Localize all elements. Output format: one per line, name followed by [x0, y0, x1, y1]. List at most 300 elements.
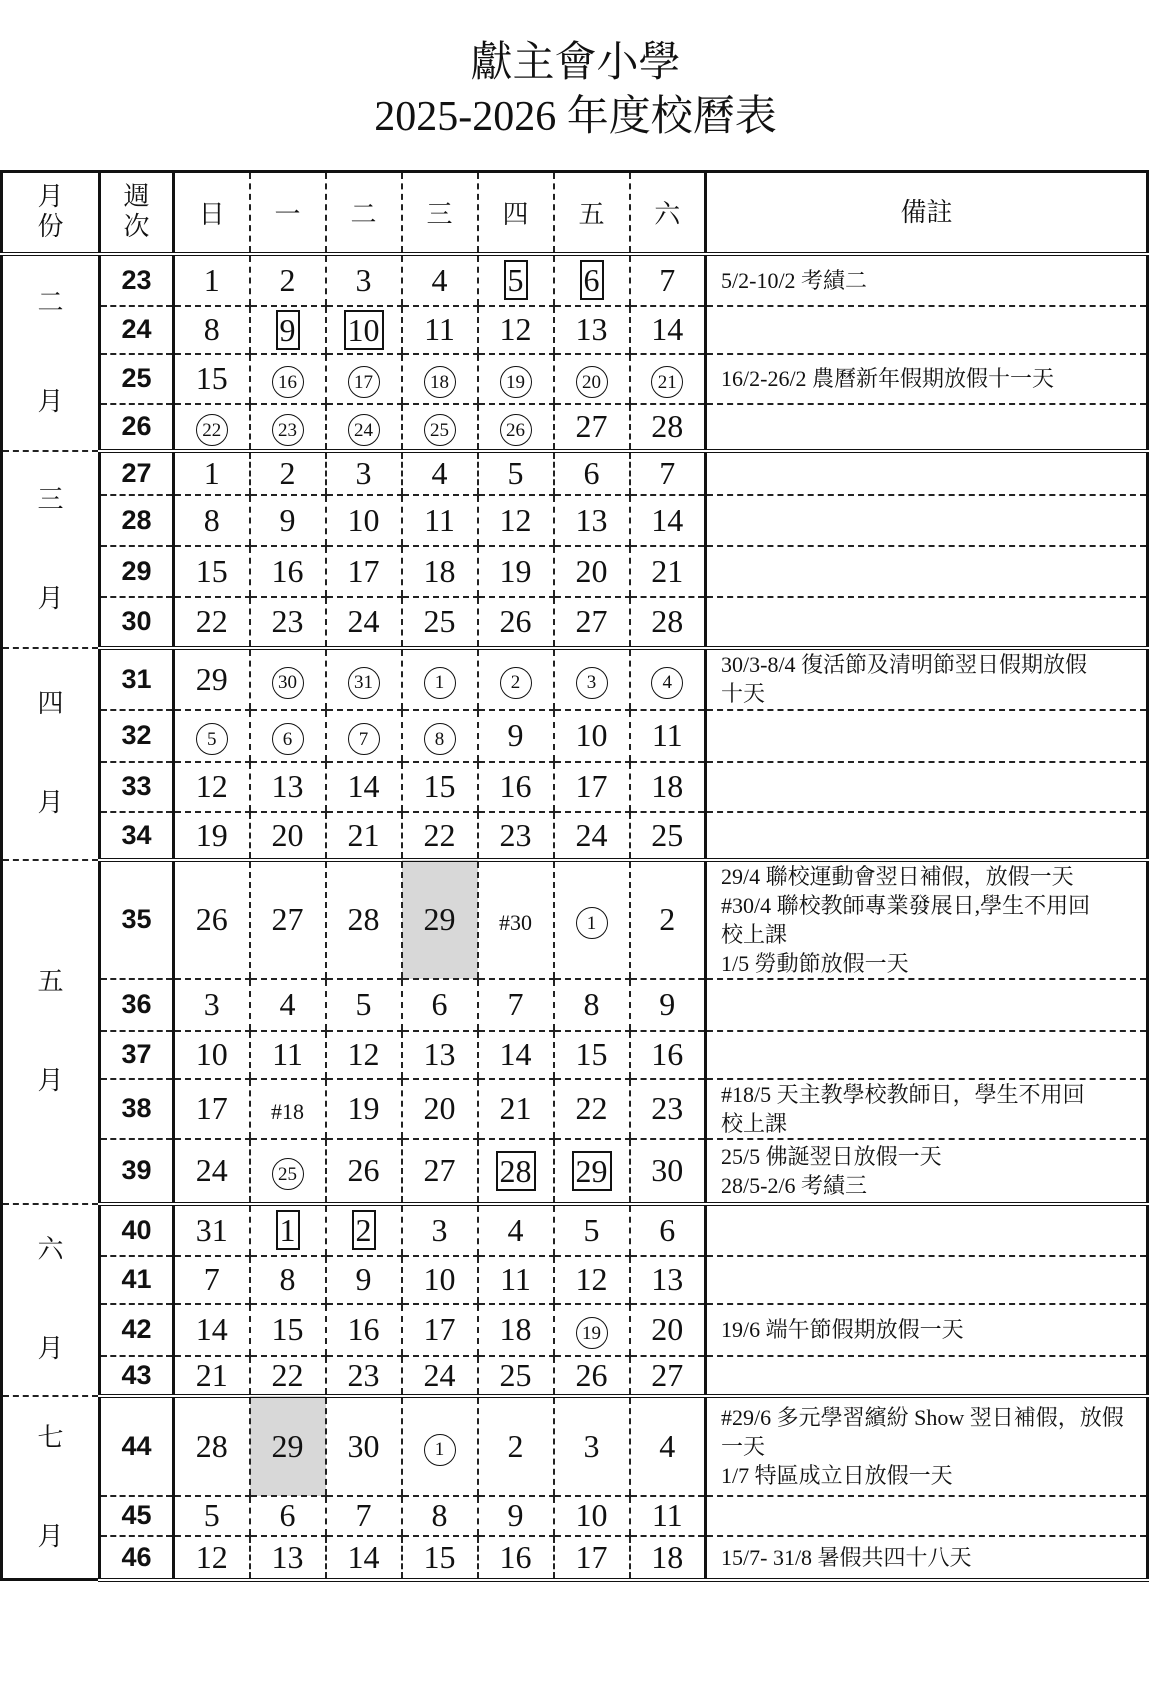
day-cell: [630, 1496, 706, 1536]
day-number: 12: [195, 1538, 228, 1575]
day-number: 21: [195, 1356, 228, 1393]
day-number: 28: [195, 1427, 228, 1464]
day-number: 20: [651, 1311, 684, 1347]
holiday-day: 19: [576, 1317, 608, 1349]
holiday-day: 17: [348, 366, 380, 398]
day-number: 8: [431, 1497, 448, 1533]
day-number: 15: [195, 360, 228, 396]
day-cell: [554, 354, 630, 404]
day-number: 10: [575, 1497, 608, 1533]
day-number: 4: [279, 986, 296, 1022]
day-number: 4: [431, 454, 448, 491]
remark-line: 5/2-10/2 考績二: [721, 267, 868, 293]
day-cell: [630, 1031, 706, 1079]
day-cell: [630, 710, 706, 762]
day-cell: [554, 404, 630, 451]
day-cell: [250, 1356, 326, 1396]
day-cell: [326, 495, 402, 546]
day-cell: [630, 1536, 706, 1580]
day-cell: [250, 597, 326, 648]
day-cell: [554, 1139, 630, 1204]
day-cell: [402, 254, 478, 306]
day-cell: [326, 597, 402, 648]
week-number: 41: [100, 1256, 174, 1304]
holiday-day: 25: [272, 1158, 304, 1190]
day-number: 4: [507, 1211, 524, 1248]
day-cell: [402, 354, 478, 404]
day-number: 13: [271, 1538, 304, 1575]
day-number: 11: [272, 1036, 303, 1072]
day-cell: [402, 812, 478, 860]
day-cell: [478, 254, 554, 306]
holiday-day: 31: [348, 667, 380, 699]
day-cell: [630, 597, 706, 648]
day-cell: [478, 1256, 554, 1304]
day-cell: [326, 354, 402, 404]
day-cell: [630, 354, 706, 404]
week-number: 31: [100, 648, 174, 710]
holiday-day: 2: [500, 667, 532, 699]
day-number: 14: [347, 1538, 380, 1575]
week-row: [2, 1304, 1148, 1356]
holiday-day: 18: [424, 366, 456, 398]
day-number: 22: [195, 603, 228, 639]
day-cell: [554, 254, 630, 306]
remark-cell: [706, 451, 1148, 495]
day-cell: [174, 1079, 250, 1139]
day-cell: [402, 860, 478, 979]
day-cell: [250, 254, 326, 306]
week-number: 24: [100, 306, 174, 354]
remark-line: #18/5 天主教學校教師日，學生不用回: [721, 1081, 1085, 1107]
day-number: 19: [347, 1090, 380, 1126]
header-week: 週 次: [100, 172, 174, 254]
day-cell: [326, 1256, 402, 1304]
day-cell: [402, 710, 478, 762]
day-cell: [554, 1536, 630, 1580]
month-label: 七 月: [2, 1396, 100, 1580]
day-number: 23: [271, 603, 304, 639]
day-cell: [554, 979, 630, 1031]
day-cell: [630, 979, 706, 1031]
day-number: 21: [347, 816, 380, 853]
remark-cell: [706, 648, 1148, 710]
day-cell: [554, 1496, 630, 1536]
day-cell: [326, 1396, 402, 1496]
day-cell: [326, 860, 402, 979]
remark-line: #30/4 聯校教師專業發展日,學生不用回: [721, 892, 1091, 918]
day-number: 6: [279, 1497, 296, 1533]
day-cell: [478, 812, 554, 860]
assessment-day: 10: [344, 310, 384, 350]
day-number: 3: [203, 986, 220, 1022]
day-number: 7: [659, 454, 676, 491]
day-cell: [250, 762, 326, 812]
day-number: 20: [271, 816, 304, 853]
day-number: 6: [431, 986, 448, 1022]
day-number: 2: [659, 901, 676, 937]
day-number: 15: [423, 1538, 456, 1575]
day-cell: [630, 1304, 706, 1356]
day-cell: [326, 404, 402, 451]
week-number: 34: [100, 812, 174, 860]
day-number: 19: [195, 816, 228, 853]
day-number: 8: [203, 501, 220, 538]
week-row: [2, 762, 1148, 812]
day-number: 10: [347, 501, 380, 538]
remark-cell: [706, 710, 1148, 762]
day-cell: [174, 1356, 250, 1396]
day-cell: [554, 546, 630, 597]
day-number: 9: [279, 501, 296, 538]
day-cell: [630, 254, 706, 306]
holiday-day: 5: [196, 723, 228, 755]
day-cell: [402, 546, 478, 597]
day-cell: [174, 762, 250, 812]
week-row: [2, 451, 1148, 495]
remark-cell: [706, 1536, 1148, 1580]
day-cell: [402, 648, 478, 710]
day-number: 28: [347, 901, 380, 937]
day-number: 7: [355, 1497, 372, 1533]
day-number: 27: [423, 1152, 456, 1188]
day-cell: [174, 648, 250, 710]
day-cell: [174, 1256, 250, 1304]
week-row: [2, 860, 1148, 979]
day-number: 15: [423, 768, 456, 804]
day-cell: [478, 762, 554, 812]
day-cell: [402, 762, 478, 812]
day-cell: [630, 1204, 706, 1256]
assessment-day: 9: [276, 310, 300, 350]
day-cell: [630, 1256, 706, 1304]
day-number: 16: [271, 552, 304, 589]
day-cell: [250, 979, 326, 1031]
day-number: 6: [583, 454, 600, 491]
day-cell: [326, 1536, 402, 1580]
remark-cell: [706, 546, 1148, 597]
header-day-tue: 二: [326, 172, 402, 254]
day-number: 26: [499, 603, 532, 639]
day-number: 18: [423, 552, 456, 589]
holiday-day: 16: [272, 366, 304, 398]
day-number: 4: [431, 261, 448, 298]
remark-cell: [706, 1356, 1148, 1396]
day-number: 24: [423, 1356, 456, 1393]
day-cell: [402, 1536, 478, 1580]
month-label: 五 月: [2, 860, 100, 1204]
day-number: 23: [347, 1356, 380, 1393]
day-number: 11: [651, 717, 683, 753]
day-cell: [630, 451, 706, 495]
day-number: 9: [355, 1261, 372, 1297]
day-cell: [554, 648, 630, 710]
day-cell: [478, 1356, 554, 1396]
day-cell: [478, 1536, 554, 1580]
week-number: 35: [100, 860, 174, 979]
week-number: 37: [100, 1031, 174, 1079]
week-number: 28: [100, 495, 174, 546]
day-cell: [174, 1204, 250, 1256]
day-cell: [402, 979, 478, 1031]
day-cell: [630, 546, 706, 597]
holiday-day: 19: [500, 366, 532, 398]
day-number: 22: [271, 1356, 304, 1393]
day-cell: [250, 495, 326, 546]
remark-cell: [706, 1396, 1148, 1496]
holiday-day: 7: [348, 723, 380, 755]
day-number: 14: [499, 1036, 532, 1072]
month-label: 三 月: [2, 451, 100, 648]
day-number: 21: [499, 1090, 532, 1126]
day-number: 3: [583, 1427, 600, 1464]
day-cell: [174, 979, 250, 1031]
header-day-thu: 四: [478, 172, 554, 254]
holiday-day: 8: [424, 723, 456, 755]
day-cell: [174, 495, 250, 546]
day-number: 19: [499, 552, 532, 589]
day-cell: [250, 1304, 326, 1356]
holiday-day: 3: [576, 667, 608, 699]
day-cell: [630, 495, 706, 546]
day-cell: [402, 1031, 478, 1079]
week-number: 44: [100, 1396, 174, 1496]
day-number: 15: [271, 1311, 304, 1347]
holiday-day: 6: [272, 723, 304, 755]
day-cell: [402, 1396, 478, 1496]
remark-cell: [706, 1496, 1148, 1536]
day-number: 13: [423, 1036, 456, 1072]
day-cell: [326, 451, 402, 495]
remark-cell: [706, 812, 1148, 860]
day-cell: [478, 1139, 554, 1204]
day-cell: [554, 860, 630, 979]
week-row: [2, 1496, 1148, 1536]
day-number: 15: [575, 1036, 608, 1072]
day-cell: [478, 1304, 554, 1356]
staff-development-day: #30: [499, 910, 532, 935]
day-cell: [478, 1204, 554, 1256]
day-cell: [174, 254, 250, 306]
day-number: 9: [507, 1497, 524, 1533]
remark-line: #29/6 多元學習繽紛 Show 翌日補假，放假: [721, 1404, 1124, 1430]
week-number: 38: [100, 1079, 174, 1139]
day-cell: [326, 306, 402, 354]
day-number: 20: [423, 1090, 456, 1126]
day-cell: [402, 1139, 478, 1204]
holiday-day: 20: [576, 366, 608, 398]
assessment-day: 28: [496, 1151, 536, 1191]
day-number: 10: [195, 1036, 228, 1072]
remark-cell: [706, 1139, 1148, 1204]
day-cell: [554, 1204, 630, 1256]
week-row: [2, 306, 1148, 354]
day-cell: [402, 597, 478, 648]
remark-line: 25/5 佛誕翌日放假一天: [721, 1143, 942, 1169]
day-cell: [326, 979, 402, 1031]
day-cell: [402, 1496, 478, 1536]
day-cell: [554, 1396, 630, 1496]
day-number: 23: [499, 816, 532, 853]
day-cell: [326, 1304, 402, 1356]
day-number: 11: [424, 501, 455, 538]
day-number: 9: [507, 717, 524, 753]
day-cell: [174, 451, 250, 495]
week-number: 30: [100, 597, 174, 648]
remark-line: 校上課: [721, 1110, 788, 1136]
day-number: 5: [507, 454, 524, 491]
day-cell: [250, 812, 326, 860]
day-cell: [630, 1139, 706, 1204]
day-cell: [402, 1204, 478, 1256]
holiday-day: 1: [424, 1434, 456, 1466]
day-number: 26: [195, 901, 228, 937]
day-number: 7: [203, 1261, 220, 1297]
header-notes: 備註: [706, 172, 1148, 254]
holiday-day: 21: [651, 366, 683, 398]
day-number: 10: [423, 1261, 456, 1297]
day-cell: [326, 546, 402, 597]
day-number: 7: [659, 261, 676, 298]
day-cell: [478, 979, 554, 1031]
day-cell: [174, 860, 250, 979]
week-number: 32: [100, 710, 174, 762]
day-number: 14: [651, 501, 684, 538]
day-cell: [250, 404, 326, 451]
assessment-day: 2: [352, 1210, 376, 1250]
day-number: 15: [195, 552, 228, 589]
week-number: 45: [100, 1496, 174, 1536]
day-cell: [250, 546, 326, 597]
day-cell: [174, 710, 250, 762]
day-cell: [174, 306, 250, 354]
day-number: 17: [423, 1311, 456, 1347]
day-cell: [250, 1256, 326, 1304]
day-cell: [250, 1536, 326, 1580]
day-number: 27: [271, 901, 304, 937]
day-cell: [554, 451, 630, 495]
day-cell: [250, 1396, 326, 1496]
remark-cell: [706, 860, 1148, 979]
day-cell: [250, 306, 326, 354]
holiday-day: 24: [348, 414, 380, 446]
day-number: 25: [499, 1356, 532, 1393]
remark-cell: [706, 254, 1148, 306]
day-number: 26: [347, 1152, 380, 1188]
week-number: 27: [100, 451, 174, 495]
week-number: 39: [100, 1139, 174, 1204]
day-number: 7: [507, 986, 524, 1022]
day-number: 25: [423, 603, 456, 639]
week-row: [2, 1396, 1148, 1496]
day-number: 17: [347, 552, 380, 589]
remark-cell: [706, 354, 1148, 404]
remark-cell: [706, 1256, 1148, 1304]
header-day-mon: 一: [250, 172, 326, 254]
week-number: 23: [100, 254, 174, 306]
school-name: 獻主會小學: [470, 40, 681, 86]
day-number: 22: [423, 816, 456, 853]
week-row: [2, 812, 1148, 860]
staff-development-day: #18: [271, 1099, 304, 1124]
remark-line: 1/5 勞動節放假一天: [721, 950, 909, 976]
day-cell: [554, 1304, 630, 1356]
day-cell: [478, 1496, 554, 1536]
day-cell: [326, 1139, 402, 1204]
remark-cell: [706, 404, 1148, 451]
day-number: 13: [651, 1261, 684, 1297]
holiday-day: 30: [272, 667, 304, 699]
day-number: 25: [651, 816, 684, 853]
header-day-sat: 六: [630, 172, 706, 254]
remark-cell: [706, 1031, 1148, 1079]
remark-cell: [706, 597, 1148, 648]
day-cell: [630, 404, 706, 451]
remark-cell: [706, 1079, 1148, 1139]
day-number: 16: [499, 768, 532, 804]
day-number: 3: [355, 261, 372, 298]
day-number: 30: [651, 1152, 684, 1188]
day-number: 11: [424, 311, 455, 347]
day-cell: [326, 1079, 402, 1139]
remark-line: 16/2-26/2 農曆新年假期放假十一天: [721, 366, 1055, 391]
day-number: 29: [195, 660, 228, 697]
day-cell: [250, 1139, 326, 1204]
day-number: 12: [575, 1261, 608, 1297]
make-up-holiday-day: 29: [423, 901, 456, 937]
header-day-sun: 日: [174, 172, 250, 254]
holiday-day: 25: [424, 414, 456, 446]
day-number: 16: [499, 1538, 532, 1575]
day-cell: [174, 812, 250, 860]
day-cell: [630, 648, 706, 710]
day-cell: [630, 1356, 706, 1396]
day-number: 13: [575, 311, 608, 347]
week-row: [2, 1031, 1148, 1079]
day-cell: [402, 1079, 478, 1139]
day-cell: [250, 1079, 326, 1139]
day-number: 27: [651, 1356, 684, 1393]
day-number: 3: [355, 454, 372, 491]
day-cell: [402, 451, 478, 495]
day-cell: [326, 648, 402, 710]
remark-cell: [706, 1204, 1148, 1256]
week-number: 43: [100, 1356, 174, 1396]
school-calendar-table: [0, 170, 1149, 1582]
remark-line: 校上課: [721, 921, 788, 947]
day-number: 8: [583, 986, 600, 1022]
week-number: 46: [100, 1536, 174, 1580]
day-number: 2: [279, 454, 296, 491]
week-row: [2, 710, 1148, 762]
day-number: 2: [279, 261, 296, 298]
day-cell: [478, 860, 554, 979]
day-number: 3: [431, 1211, 448, 1248]
day-cell: [174, 597, 250, 648]
day-cell: [174, 1031, 250, 1079]
day-number: 11: [651, 1497, 683, 1533]
day-cell: [326, 1496, 402, 1536]
make-up-holiday-day: 29: [271, 1427, 304, 1464]
day-cell: [554, 495, 630, 546]
day-cell: [250, 1204, 326, 1256]
day-number: 1: [203, 261, 220, 298]
day-cell: [630, 860, 706, 979]
day-cell: [326, 254, 402, 306]
day-cell: [250, 648, 326, 710]
day-cell: [326, 1204, 402, 1256]
day-cell: [554, 1356, 630, 1396]
